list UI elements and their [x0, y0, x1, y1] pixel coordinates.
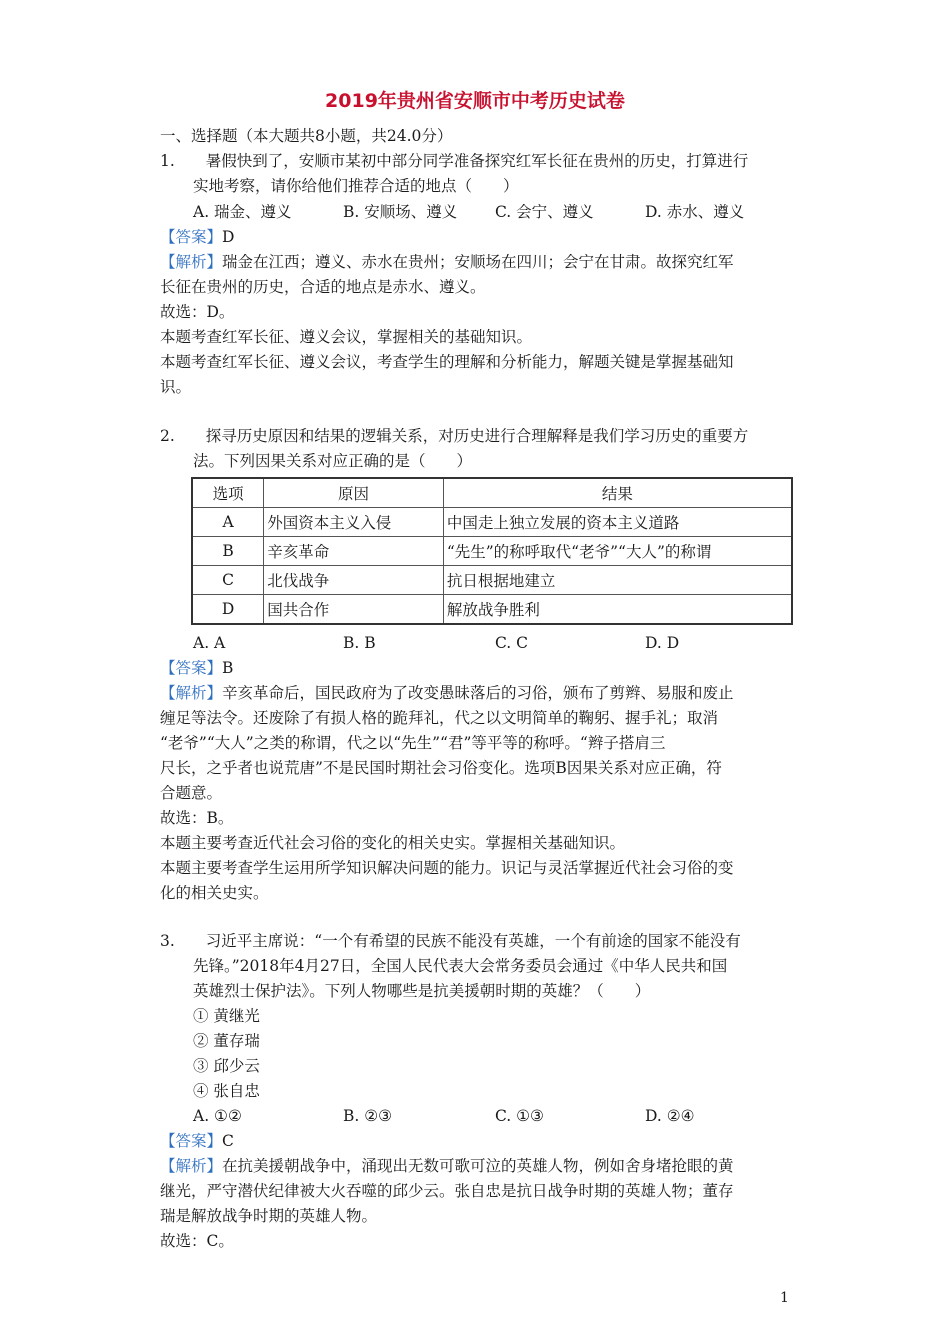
analysis-line: 故选：D。: [160, 303, 235, 321]
analysis-line: 故选：C。: [160, 1232, 234, 1250]
table-cell: 辛亥革命: [264, 537, 444, 566]
option-d: D. 赤水、遵义: [645, 203, 745, 221]
option-d: D. D: [645, 634, 680, 652]
table-header: 选项: [192, 478, 264, 508]
table-header: 原因: [264, 478, 444, 508]
table-cell: A: [192, 508, 264, 537]
analysis-line: 尺长，之乎者也说荒唐”不是民国时期社会习俗变化。选项B因果关系对应正确，符: [160, 759, 722, 777]
options-row: [193, 200, 744, 225]
analysis-line: 瑞是解放战争时期的英雄人物。: [160, 1207, 378, 1225]
answer-tag: 【答案】: [160, 659, 223, 677]
analysis-line: 本题主要考查近代社会习俗的变化的相关史实。掌握相关基础知识。: [160, 834, 626, 852]
analysis-line: 长征在贵州的历史，合适的地点是赤水、遵义。: [160, 278, 486, 296]
option-a: A. 瑞金、遵义: [193, 203, 292, 221]
question-text-line: 英雄烈士保护法》。下列人物哪些是抗美援朝时期的英雄？（ ）: [193, 982, 651, 1000]
analysis-line: 本题考查红军长征、遵义会议，考查学生的理解和分析能力，解题关键是掌握基础知: [160, 353, 734, 371]
option-b: B. B: [343, 634, 376, 652]
cause-effect-table: [191, 477, 793, 625]
analysis-tag: 【解析】: [160, 1157, 223, 1175]
list-item: ④ 张自忠: [193, 1082, 260, 1100]
analysis-line: “老爷”“大人”之类的称谓，代之以“先生”“君”等平等的称呼。“辫子搭肩三: [160, 734, 666, 752]
page-number: 1: [780, 1290, 789, 1306]
table-cell: 解放战争胜利: [443, 595, 792, 625]
option-b: B. ②③: [343, 1107, 393, 1125]
section-heading: 一、选择题（本大题共8小题，共24.0分）: [160, 127, 453, 145]
table-row: [192, 595, 792, 625]
table-header-row: [192, 478, 792, 508]
table-cell: 国共合作: [264, 595, 444, 625]
answer-value: B: [222, 659, 234, 677]
analysis-text: 辛亥革命后，国民政府为了改变愚昧落后的习俗，颁布了剪辫、易服和废止: [222, 684, 734, 702]
analysis-text: 在抗美援朝战争中，涌现出无数可歌可泣的英雄人物，例如舍身堵抢眼的黄: [222, 1157, 734, 1175]
option-a: A. A: [193, 634, 226, 652]
table-cell: 抗日根据地建立: [443, 566, 792, 595]
table-cell: 北伐战争: [264, 566, 444, 595]
analysis-line: [160, 250, 734, 275]
analysis-line: 合题意。: [160, 784, 223, 802]
options-row: [193, 1104, 695, 1129]
table-cell: D: [192, 595, 264, 625]
question-text-line: 先锋。”2018年4月27日，全国人民代表大会常务委员会通过《中华人民共和国: [193, 957, 728, 975]
analysis-line: 化的相关史实。: [160, 884, 269, 902]
table-cell: 外国资本主义入侵: [264, 508, 444, 537]
analysis-line: 故选：B。: [160, 809, 234, 827]
table-cell: C: [192, 566, 264, 595]
question-text-line: 2. 探寻历史原因和结果的逻辑关系，对历史进行合理解释是我们学习历史的重要方: [160, 427, 749, 445]
answer-line: [160, 1129, 234, 1154]
option-a: A. ①②: [193, 1107, 242, 1125]
answer-tag: 【答案】: [160, 228, 223, 246]
table-cell: B: [192, 537, 264, 566]
analysis-line: [160, 1154, 734, 1179]
list-item: ③ 邱少云: [193, 1057, 260, 1075]
analysis-line: 本题主要考查学生运用所学知识解决问题的能力。识记与灵活掌握近代社会习俗的变: [160, 859, 734, 877]
option-b: B. 安顺场、遵义: [343, 203, 458, 221]
table-cell: “先生”的称呼取代“老爷”“大人”的称谓: [443, 537, 792, 566]
option-c: C. C: [495, 634, 529, 652]
option-c: C. ①③: [495, 1107, 544, 1125]
analysis-line: 缠足等法令。还废除了有损人格的跪拜礼，代之以文明简单的鞠躬、握手礼；取消: [160, 709, 719, 727]
options-row: [193, 631, 679, 656]
answer-value: C: [222, 1132, 234, 1150]
analysis-tag: 【解析】: [160, 253, 223, 271]
question-text-line: 实地考察，请你给他们推荐合适的地点（ ）: [193, 177, 519, 195]
table-row: [192, 537, 792, 566]
list-item: ② 董存瑞: [193, 1032, 260, 1050]
answer-line: [160, 656, 233, 681]
analysis-line: 本题考查红军长征、遵义会议，掌握相关的基础知识。: [160, 328, 533, 346]
table-cell: 中国走上独立发展的资本主义道路: [443, 508, 792, 537]
answer-value: D: [222, 228, 235, 246]
analysis-line: 继光，严守潜伏纪律被大火吞噬的邱少云。张自忠是抗日战争时期的英雄人物；董存: [160, 1182, 734, 1200]
question-text-line: 法。下列因果关系对应正确的是（ ）: [193, 452, 473, 470]
analysis-tag: 【解析】: [160, 684, 223, 702]
question-text-line: 3. 习近平主席说：“一个有希望的民族不能没有英雄，一个有前途的国家不能没有: [160, 932, 741, 950]
question-text-line: 1. 暑假快到了，安顺市某初中部分同学准备探究红军长征在贵州的历史，打算进行: [160, 152, 749, 170]
table-header: 结果: [443, 478, 792, 508]
table-row: [192, 566, 792, 595]
answer-tag: 【答案】: [160, 1132, 223, 1150]
option-d: D. ②④: [645, 1107, 695, 1125]
page-title: 2019年贵州省安顺市中考历史试卷: [325, 90, 625, 112]
table-row: [192, 508, 792, 537]
answer-line: [160, 225, 234, 250]
option-c: C. 会宁、遵义: [495, 203, 594, 221]
analysis-text: 瑞金在江西；遵义、赤水在贵州；安顺场在四川；会宁在甘肃。故探究红军: [222, 253, 734, 271]
analysis-line: [160, 681, 734, 706]
list-item: ① 黄继光: [193, 1007, 260, 1025]
analysis-line: 识。: [160, 378, 192, 396]
